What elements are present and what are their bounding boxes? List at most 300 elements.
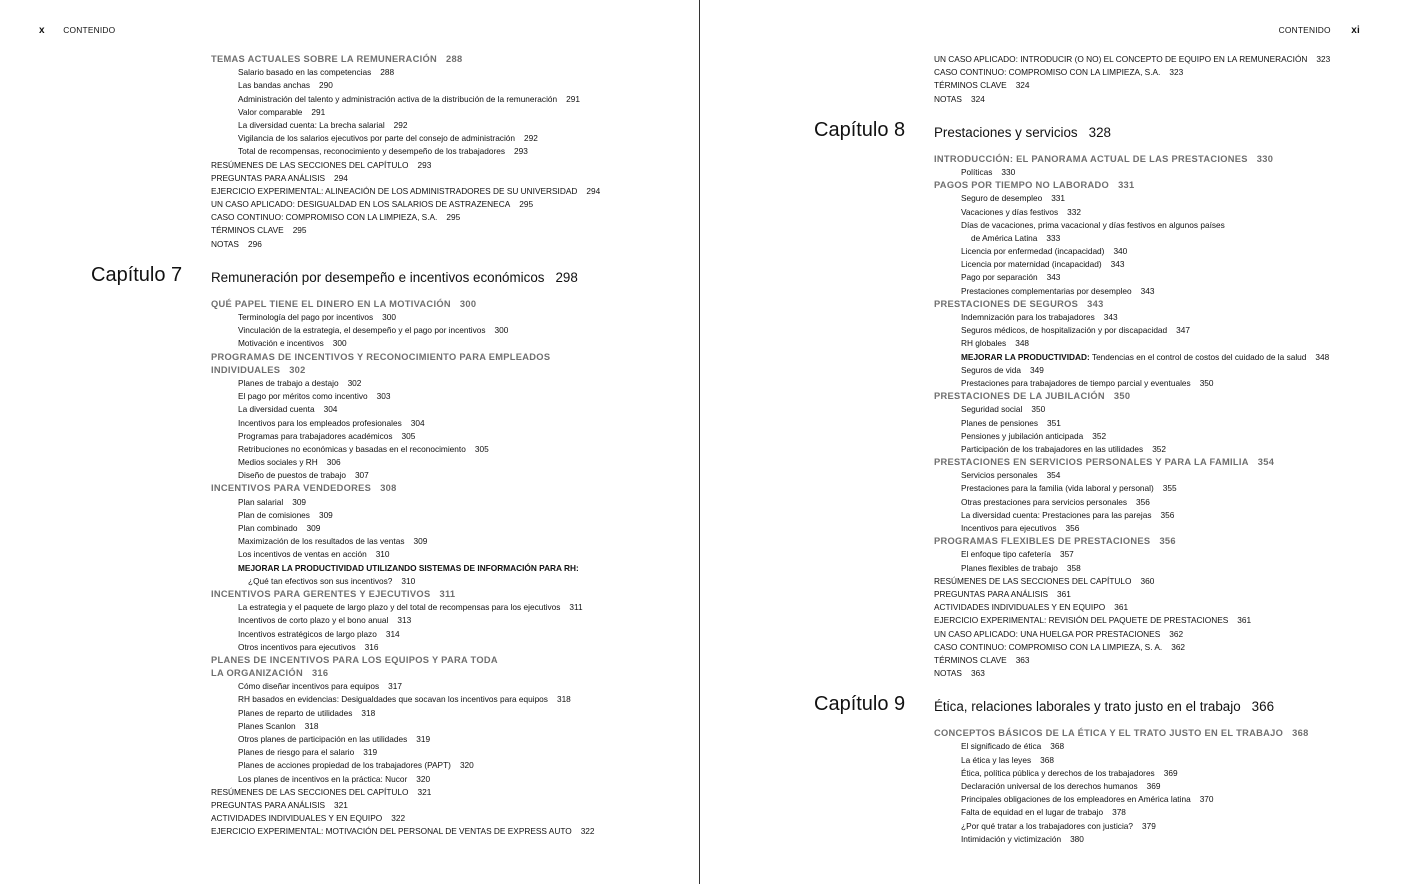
toc-entry-text: Licencia por enfermedad (incapacidad)	[961, 246, 1105, 257]
toc-page-number: 355	[1162, 483, 1177, 494]
toc-entry-text: de América Latina	[971, 232, 1038, 243]
toc-entry-text: NOTAS	[934, 668, 962, 679]
toc-section	[211, 667, 600, 680]
toc-page-number: 293	[514, 146, 528, 157]
toc-page-number: 323	[1316, 54, 1331, 64]
toc-entry	[211, 198, 600, 211]
toc-page-number: 304	[410, 417, 425, 428]
toc-entry	[211, 159, 600, 172]
toc-entry-text: INDIVIDUALES	[211, 364, 281, 375]
toc-page-number: 343	[1110, 259, 1125, 270]
chapter-label: Capítulo 8	[814, 118, 906, 141]
toc-subentry	[934, 206, 1330, 219]
toc-page-number: 368	[1050, 741, 1065, 752]
toc-page-number: 350	[1031, 404, 1046, 415]
toc-entry-text: El enfoque tipo cafetería	[961, 549, 1051, 560]
toc-subentry	[934, 430, 1330, 443]
toc-entry-text: Planes de trabajo a destajo	[238, 377, 339, 388]
toc-page-number: 351	[1047, 417, 1061, 428]
toc-page-number: 300	[382, 312, 396, 322]
toc-subentry	[211, 79, 600, 92]
toc-page-number: 343	[1140, 285, 1155, 296]
toc-entry-text: Otros incentivos para ejecutivos	[238, 641, 356, 652]
toc-subentry	[211, 469, 600, 482]
toc-page-number: 370	[1199, 794, 1214, 805]
toc-entry-text: TÉRMINOS CLAVE	[934, 80, 1007, 91]
toc-entry-text: Los incentivos de ventas en acción	[238, 549, 367, 560]
chapter-title	[934, 125, 1111, 140]
toc-page-number: 356	[1159, 536, 1176, 547]
toc-subentry-continued	[934, 232, 1330, 245]
toc-entry-text: EJERCICIO EXPERIMENTAL: REVISIÓN DEL PAQUETE DE PRESTACIONES	[934, 615, 1229, 626]
toc-page-number: 317	[388, 681, 402, 692]
toc-subentry	[934, 740, 1330, 753]
toc-page-number: 290	[318, 80, 333, 91]
toc-page-number: 320	[459, 760, 474, 771]
toc-page-number: 352	[1152, 443, 1167, 454]
toc-section	[934, 153, 1330, 166]
toc-subentry	[934, 271, 1330, 284]
toc-entry-text: Participación de los trabajadores en las utilidades	[961, 443, 1144, 454]
toc-entry-text: PRESTACIONES DE LA JUBILACIÓN	[934, 391, 1105, 402]
toc-page-number: 294	[334, 172, 348, 183]
toc-section	[934, 179, 1330, 192]
toc-entry-text: Planes de reparto de utilidades	[238, 707, 353, 718]
toc-page-number: 357	[1059, 549, 1074, 560]
chapter-title-text: Ética, relaciones laborales y trato justo en el trabajo	[934, 699, 1241, 715]
toc-subentry	[211, 443, 600, 456]
toc-list	[814, 53, 1331, 846]
toc-entry-text: ¿Qué tan efectivos son sus incentivos?	[248, 575, 393, 586]
toc-page-number: 293	[417, 159, 432, 170]
toc-entry-text: PRESTACIONES EN SERVICIOS PERSONALES Y PARA LA FAMILIA	[934, 457, 1249, 468]
toc-subentry	[934, 469, 1330, 482]
toc-subentry	[934, 780, 1330, 793]
toc-entry-text: Incentivos para ejecutivos	[961, 523, 1057, 533]
toc-entry-text: Licencia por maternidad (incapacidad)	[961, 259, 1102, 270]
toc-subentry	[934, 806, 1330, 819]
toc-page-number: 313	[397, 615, 412, 626]
toc-subentry	[934, 258, 1330, 271]
toc-entry	[934, 667, 1330, 680]
toc-entry-text: Planes de pensiones	[961, 417, 1039, 428]
toc-entry-text: TÉRMINOS CLAVE	[211, 225, 284, 236]
toc-page-number: 288	[380, 67, 395, 78]
toc-subentry-highlight	[934, 351, 1330, 364]
toc-page-number: 369	[1163, 767, 1178, 778]
toc-entry-text: Plan salarial	[238, 496, 284, 507]
toc-subentry	[211, 680, 600, 693]
toc-entry-text: PREGUNTAS PARA ANÁLISIS	[211, 172, 326, 183]
toc-section	[211, 364, 600, 377]
toc-subentry	[211, 548, 600, 561]
toc-entry-text: PRESTACIONES DE SEGUROS	[934, 298, 1079, 309]
toc-page-number: 321	[417, 786, 432, 797]
toc-entry-text: Pensiones y jubilación anticipada	[961, 430, 1084, 441]
toc-subentry	[934, 562, 1330, 575]
toc-entry-text: Planes de acciones propiedad de los trabajadores (PAPT)	[238, 760, 451, 771]
toc-section	[211, 588, 600, 601]
toc-entry-text: INCENTIVOS PARA GERENTES Y EJECUTIVOS	[211, 588, 431, 599]
toc-entry-text: Otros planes de participación en las utilidades	[238, 734, 408, 744]
toc-page-number: 378	[1112, 807, 1126, 818]
toc-subentry	[934, 403, 1330, 416]
toc-page-number: 322	[580, 826, 595, 837]
toc-page-number: 319	[363, 747, 378, 758]
chapter-heading	[91, 262, 600, 291]
toc-entry-text: PREGUNTAS PARA ANÁLISIS	[211, 799, 326, 810]
toc-entry-text: El significado de ética	[961, 741, 1042, 752]
toc-entry	[934, 53, 1330, 66]
toc-entry-text: RH globales	[961, 338, 1007, 349]
toc-subentry	[934, 285, 1330, 298]
toc-page-number: 309	[306, 523, 321, 533]
toc-page-number: 350	[1113, 391, 1131, 402]
toc-page-number: 347	[1176, 325, 1191, 336]
toc-page-number: 300	[459, 298, 477, 309]
chapter-title	[211, 270, 578, 285]
toc-page-number: 309	[318, 509, 333, 520]
toc-entry-text: El pago por méritos como incentivo	[238, 391, 368, 402]
toc-page-number: 309	[413, 536, 428, 547]
toc-subentry	[934, 337, 1330, 350]
toc-entry-text: TÉRMINOS CLAVE	[934, 654, 1007, 665]
toc-entry-text: CONCEPTOS BÁSICOS DE LA ÉTICA Y EL TRATO JUSTO EN EL TRABAJO	[934, 728, 1284, 739]
toc-entry-text: NOTAS	[211, 238, 239, 249]
toc-subentry	[934, 833, 1330, 846]
chapter-title	[934, 699, 1274, 714]
page-header	[1279, 25, 1360, 36]
toc-entry	[211, 185, 600, 198]
running-head: CONTENIDO	[63, 25, 116, 35]
toc-entry	[211, 825, 600, 838]
toc-page-number: 348	[1015, 338, 1030, 349]
toc-page-number: 343	[1103, 312, 1118, 322]
toc-entry-text: Retribuciones no económicas y basadas en el reconocimiento	[238, 443, 466, 454]
toc-page-number: 310	[401, 575, 416, 586]
toc-entry	[211, 238, 600, 251]
toc-entry-text: La estrategia y el paquete de largo plazo y del total de recompensas para los ejecutivos	[238, 602, 561, 613]
toc-page-number: 379	[1142, 820, 1156, 831]
toc-page-number: 309	[292, 496, 307, 507]
left-page	[0, 0, 699, 884]
toc-entry	[934, 628, 1330, 641]
toc-subentry	[211, 119, 600, 132]
toc-section	[211, 654, 600, 667]
toc-subentry	[211, 106, 600, 119]
toc-page-number: 295	[292, 225, 307, 236]
chapter-page-number: 328	[1088, 124, 1111, 140]
toc-page-number: 295	[446, 212, 461, 223]
toc-entry	[934, 654, 1330, 667]
toc-page-number: 291	[311, 106, 326, 117]
toc-subentry-continued	[211, 575, 600, 588]
toc-entry-text: MEJORAR LA PRODUCTIVIDAD UTILIZANDO SISTEMAS DE INFORMACIÓN PARA RH:	[238, 562, 579, 573]
toc-subentry	[934, 548, 1330, 561]
toc-page-number: 322	[391, 813, 406, 824]
toc-page-number: 303	[376, 391, 391, 402]
toc-entry-text: Intimidación y victimización	[961, 833, 1062, 844]
toc-section	[934, 298, 1330, 311]
toc-entry-text: Los planes de incentivos en la práctica: Nucor	[238, 773, 408, 784]
toc-subentry	[211, 693, 600, 706]
toc-subentry	[211, 390, 600, 403]
toc-page-number: 294	[586, 185, 601, 196]
toc-entry-text: Seguros médicos, de hospitalización y por discapacidad	[961, 325, 1168, 336]
toc-page-number: 361	[1057, 588, 1071, 599]
toc-entry	[211, 211, 600, 224]
toc-entry-text: CASO CONTINUO: COMPROMISO CON LA LIMPIEZA, S. A.	[934, 641, 1163, 652]
toc-page-number: 330	[1256, 153, 1274, 164]
toc-page-number: 332	[1067, 206, 1081, 217]
toc-entry-text: Total de recompensas, reconocimiento y desempeño de los trabajadores	[238, 146, 506, 157]
toc-section	[211, 298, 600, 311]
toc-subentry	[211, 377, 600, 390]
toc-entry-text: Planes Scanlon	[238, 720, 296, 731]
toc-entry	[934, 79, 1330, 92]
toc-entry-text: Tendencias en el control de costos del cuidado de la salud	[1089, 351, 1307, 362]
toc-entry-text: Plan combinado	[238, 523, 298, 533]
toc-subentry	[934, 377, 1330, 390]
toc-subentry	[934, 496, 1330, 509]
toc-entry-text: RESÚMENES DE LAS SECCIONES DEL CAPÍTULO	[211, 159, 409, 170]
toc-page-number: 361	[1237, 615, 1252, 626]
toc-subentry	[211, 430, 600, 443]
toc-page-number: 304	[323, 404, 338, 415]
toc-subentry	[211, 324, 600, 337]
toc-entry-text: Servicios personales	[961, 470, 1038, 481]
toc-entry-text: Salario basado en las competencias	[238, 67, 372, 78]
chapter-page-number: 298	[555, 269, 578, 285]
chapter-heading	[814, 117, 1330, 146]
toc-page-number: 356	[1136, 496, 1150, 507]
toc-page-number: 310	[375, 549, 390, 560]
chapter-title-text: Prestaciones y servicios	[934, 124, 1078, 140]
toc-entry-text: Prestaciones para la familia (vida laboral y personal)	[961, 483, 1154, 494]
toc-entry	[211, 224, 600, 237]
toc-subentry	[211, 93, 600, 106]
chapter-title-text: Remuneración por desempeño e incentivos económicos	[211, 269, 545, 285]
toc-entry-text: RESÚMENES DE LAS SECCIONES DEL CAPÍTULO	[211, 786, 409, 797]
toc-entry-text: La diversidad cuenta	[238, 404, 315, 415]
toc-subentry	[211, 773, 600, 786]
toc-entry-text: La diversidad cuenta: Prestaciones para las parejas	[961, 509, 1152, 520]
toc-entry-text: Medios sociales y RH	[238, 457, 318, 468]
toc-subentry	[934, 443, 1330, 456]
toc-page-number: 362	[1169, 628, 1184, 639]
toc-entry-text: PAGOS POR TIEMPO NO LABORADO	[934, 180, 1110, 191]
toc-page-number: 363	[1015, 654, 1030, 665]
toc-entry-text: CASO CONTINUO: COMPROMISO CON LA LIMPIEZA, S.A.	[934, 67, 1161, 78]
toc-entry	[211, 786, 600, 799]
toc-entry-text: Vigilancia de los salarios ejecutivos por parte del consejo de administración	[238, 133, 516, 144]
toc-subentry	[934, 311, 1330, 324]
toc-page-number: 291	[566, 93, 580, 104]
toc-subentry	[211, 311, 600, 324]
toc-entry-text: NOTAS	[934, 93, 962, 104]
toc-section	[211, 482, 600, 495]
toc-entry-text: Falta de equidad en el lugar de trabajo	[961, 807, 1104, 818]
toc-page-number: 296	[247, 238, 262, 249]
toc-entry-text: Declaración universal de los derechos humanos	[961, 781, 1138, 791]
toc-page-number: 311	[439, 588, 456, 599]
toc-page-number: 350	[1199, 377, 1214, 388]
toc-subentry	[211, 601, 600, 614]
toc-page-number: 356	[1160, 509, 1175, 520]
toc-entry-text: Prestaciones complementarias por desempleo	[961, 285, 1132, 296]
toc-entry-text: RESÚMENES DE LAS SECCIONES DEL CAPÍTULO	[934, 575, 1132, 586]
toc-page-number: 331	[1051, 193, 1066, 204]
toc-subentry	[211, 628, 600, 641]
toc-entry	[934, 614, 1330, 627]
toc-page-number: 295	[519, 199, 534, 210]
toc-entry-text: Valor comparable	[238, 106, 303, 117]
toc-entry-text: ACTIVIDADES INDIVIDUALES Y EN EQUIPO	[934, 602, 1106, 613]
toc-entry-text: PROGRAMAS FLEXIBLES DE PRESTACIONES	[934, 536, 1151, 547]
toc-entry-text: Planes flexibles de trabajo	[961, 562, 1058, 573]
toc-entry-text: ¿Por qué tratar a los trabajadores con justicia?	[961, 820, 1134, 831]
toc-entry-text: PLANES DE INCENTIVOS PARA LOS EQUIPOS Y PARA TODA	[211, 654, 498, 665]
toc-page-number: 331	[1118, 180, 1135, 191]
toc-subentry	[211, 66, 600, 79]
toc-page-number: 292	[524, 133, 538, 144]
toc-page-number: 358	[1066, 562, 1081, 573]
toc-entry-text: TEMAS ACTUALES SOBRE LA REMUNERACIÓN	[211, 54, 438, 64]
toc-highlight-prefix: MEJORAR LA PRODUCTIVIDAD:	[961, 351, 1090, 362]
toc-entry-text: PROGRAMAS DE INCENTIVOS Y RECONOCIMIENTO PARA EMPLEADOS	[211, 351, 551, 362]
toc-subentry	[211, 720, 600, 733]
toc-entry-text: RH basados en evidencias: Desigualdades que socavan los incentivos para equipos	[238, 694, 548, 705]
toc-subentry	[211, 641, 600, 654]
toc-subentry	[211, 522, 600, 535]
toc-subentry	[211, 496, 600, 509]
toc-page-number: 300	[494, 325, 509, 336]
chapter-heading	[814, 691, 1330, 720]
toc-entry-text: Motivación e incentivos	[238, 338, 324, 349]
toc-page-number: 314	[385, 628, 400, 639]
toc-subentry	[934, 522, 1330, 535]
toc-subentry	[211, 535, 600, 548]
toc-page-number: 354	[1257, 457, 1275, 468]
toc-subentry	[934, 219, 1330, 232]
toc-entry-text: Prestaciones para trabajadores de tiempo parcial y eventuales	[961, 377, 1191, 388]
toc-entry-text: Indemnización para los trabajadores	[961, 312, 1095, 322]
toc-entry-text: UN CASO APLICADO: INTRODUCIR (O NO) EL CONCEPTO DE EQUIPO EN LA REMUNERACIÓN	[934, 54, 1308, 64]
toc-page-number: 288	[446, 54, 463, 64]
toc-page-number: 368	[1040, 754, 1054, 765]
toc-page-number: 318	[304, 720, 319, 731]
toc-page-number: 305	[401, 430, 416, 441]
toc-entry-text: Vacaciones y días festivos	[961, 206, 1059, 217]
toc-entry	[211, 812, 600, 825]
toc-entry-text: EJERCICIO EXPERIMENTAL: MOTIVACIÓN DEL PERSONAL DE VENTAS DE EXPRESS AUTO	[211, 826, 572, 837]
toc-list	[91, 53, 601, 839]
toc-subentry	[211, 614, 600, 627]
toc-page-number: 318	[556, 694, 571, 705]
toc-entry-text: Seguro de desempleo	[961, 193, 1043, 204]
toc-subentry	[934, 509, 1330, 522]
toc-section	[211, 351, 600, 364]
toc-subentry	[211, 733, 600, 746]
toc-entry	[934, 93, 1330, 106]
toc-entry-text: Incentivos estratégicos de largo plazo	[238, 628, 377, 639]
toc-page-number: 323	[1169, 67, 1184, 78]
toc-entry-text: ACTIVIDADES INDIVIDUALES Y EN EQUIPO	[211, 813, 383, 824]
toc-subentry	[211, 456, 600, 469]
toc-entry-text: Programas para trabajadores académicos	[238, 430, 393, 441]
toc-subentry	[211, 337, 600, 350]
toc-entry	[211, 799, 600, 812]
toc-subentry	[934, 767, 1330, 780]
toc-entry	[934, 66, 1330, 79]
page-number: x	[39, 25, 45, 36]
toc-entry	[934, 641, 1330, 654]
toc-page-number: 321	[334, 799, 348, 810]
toc-subentry	[934, 166, 1330, 179]
toc-page-number: 311	[569, 602, 583, 613]
toc-page-number: 343	[1046, 272, 1061, 283]
toc-page-number: 318	[361, 707, 376, 718]
toc-entry	[934, 601, 1330, 614]
toc-entry-text: CASO CONTINUO: COMPROMISO CON LA LIMPIEZA, S.A.	[211, 212, 438, 223]
toc-subentry	[211, 746, 600, 759]
toc-entry	[211, 172, 600, 185]
toc-entry-text: Las bandas anchas	[238, 80, 310, 91]
toc-entry-text: UN CASO APLICADO: UNA HUELGA POR PRESTACIONES	[934, 628, 1161, 639]
toc-page-number: 324	[1015, 80, 1030, 91]
chapter-label: Capítulo 9	[814, 693, 906, 716]
toc-entry-text: Ética, política pública y derechos de los trabajadores	[961, 767, 1155, 778]
toc-page-number: 368	[1292, 728, 1309, 739]
toc-subentry	[211, 509, 600, 522]
toc-page-number: 307	[354, 470, 369, 481]
toc-page-number: 292	[393, 119, 408, 130]
toc-page-number: 302	[347, 377, 362, 388]
toc-page-number: 302	[289, 364, 306, 375]
toc-page-number: 333	[1046, 232, 1061, 243]
toc-page-number: 340	[1113, 246, 1128, 257]
toc-page-number: 330	[1001, 166, 1016, 177]
toc-page-number: 360	[1140, 575, 1155, 586]
chapter-page-number: 366	[1251, 699, 1275, 715]
toc-section	[934, 390, 1330, 403]
toc-page-number: 343	[1087, 298, 1104, 309]
toc-entry-text: La ética y las leyes	[961, 754, 1032, 765]
toc-page-number: 354	[1046, 470, 1061, 481]
toc-subentry	[934, 192, 1330, 205]
toc-page-number: 319	[416, 734, 431, 744]
toc-page-number: 316	[364, 641, 379, 652]
toc-subentry	[934, 364, 1330, 377]
toc-subentry	[934, 754, 1330, 767]
toc-section	[934, 456, 1330, 469]
toc-entry-text: QUÉ PAPEL TIENE EL DINERO EN LA MOTIVACIÓN	[211, 298, 451, 309]
right-page	[700, 0, 1402, 884]
toc-page-number: 349	[1029, 364, 1044, 375]
toc-entry-text: Maximización de los resultados de las ventas	[238, 536, 405, 547]
toc-entry-text: Principales obligaciones de los empleadores en América latina	[961, 794, 1191, 805]
toc-subentry	[934, 324, 1330, 337]
toc-subentry	[211, 759, 600, 772]
toc-entry-text: INTRODUCCIÓN: EL PANORAMA ACTUAL DE LAS PRESTACIONES	[934, 153, 1248, 164]
toc-entry-text: EJERCICIO EXPERIMENTAL: ALINEACIÓN DE LOS ADMINISTRADORES DE SU UNIVERSIDAD	[211, 185, 578, 196]
toc-subentry-highlight	[211, 562, 600, 575]
page-number: xi	[1351, 25, 1360, 36]
toc-entry-text: Seguros de vida	[961, 364, 1021, 375]
toc-entry-text: UN CASO APLICADO: DESIGUALDAD EN LOS SALARIOS DE ASTRAZENECA	[211, 199, 511, 210]
toc-page-number: 352	[1092, 430, 1107, 441]
toc-page-number: 306	[326, 457, 341, 468]
